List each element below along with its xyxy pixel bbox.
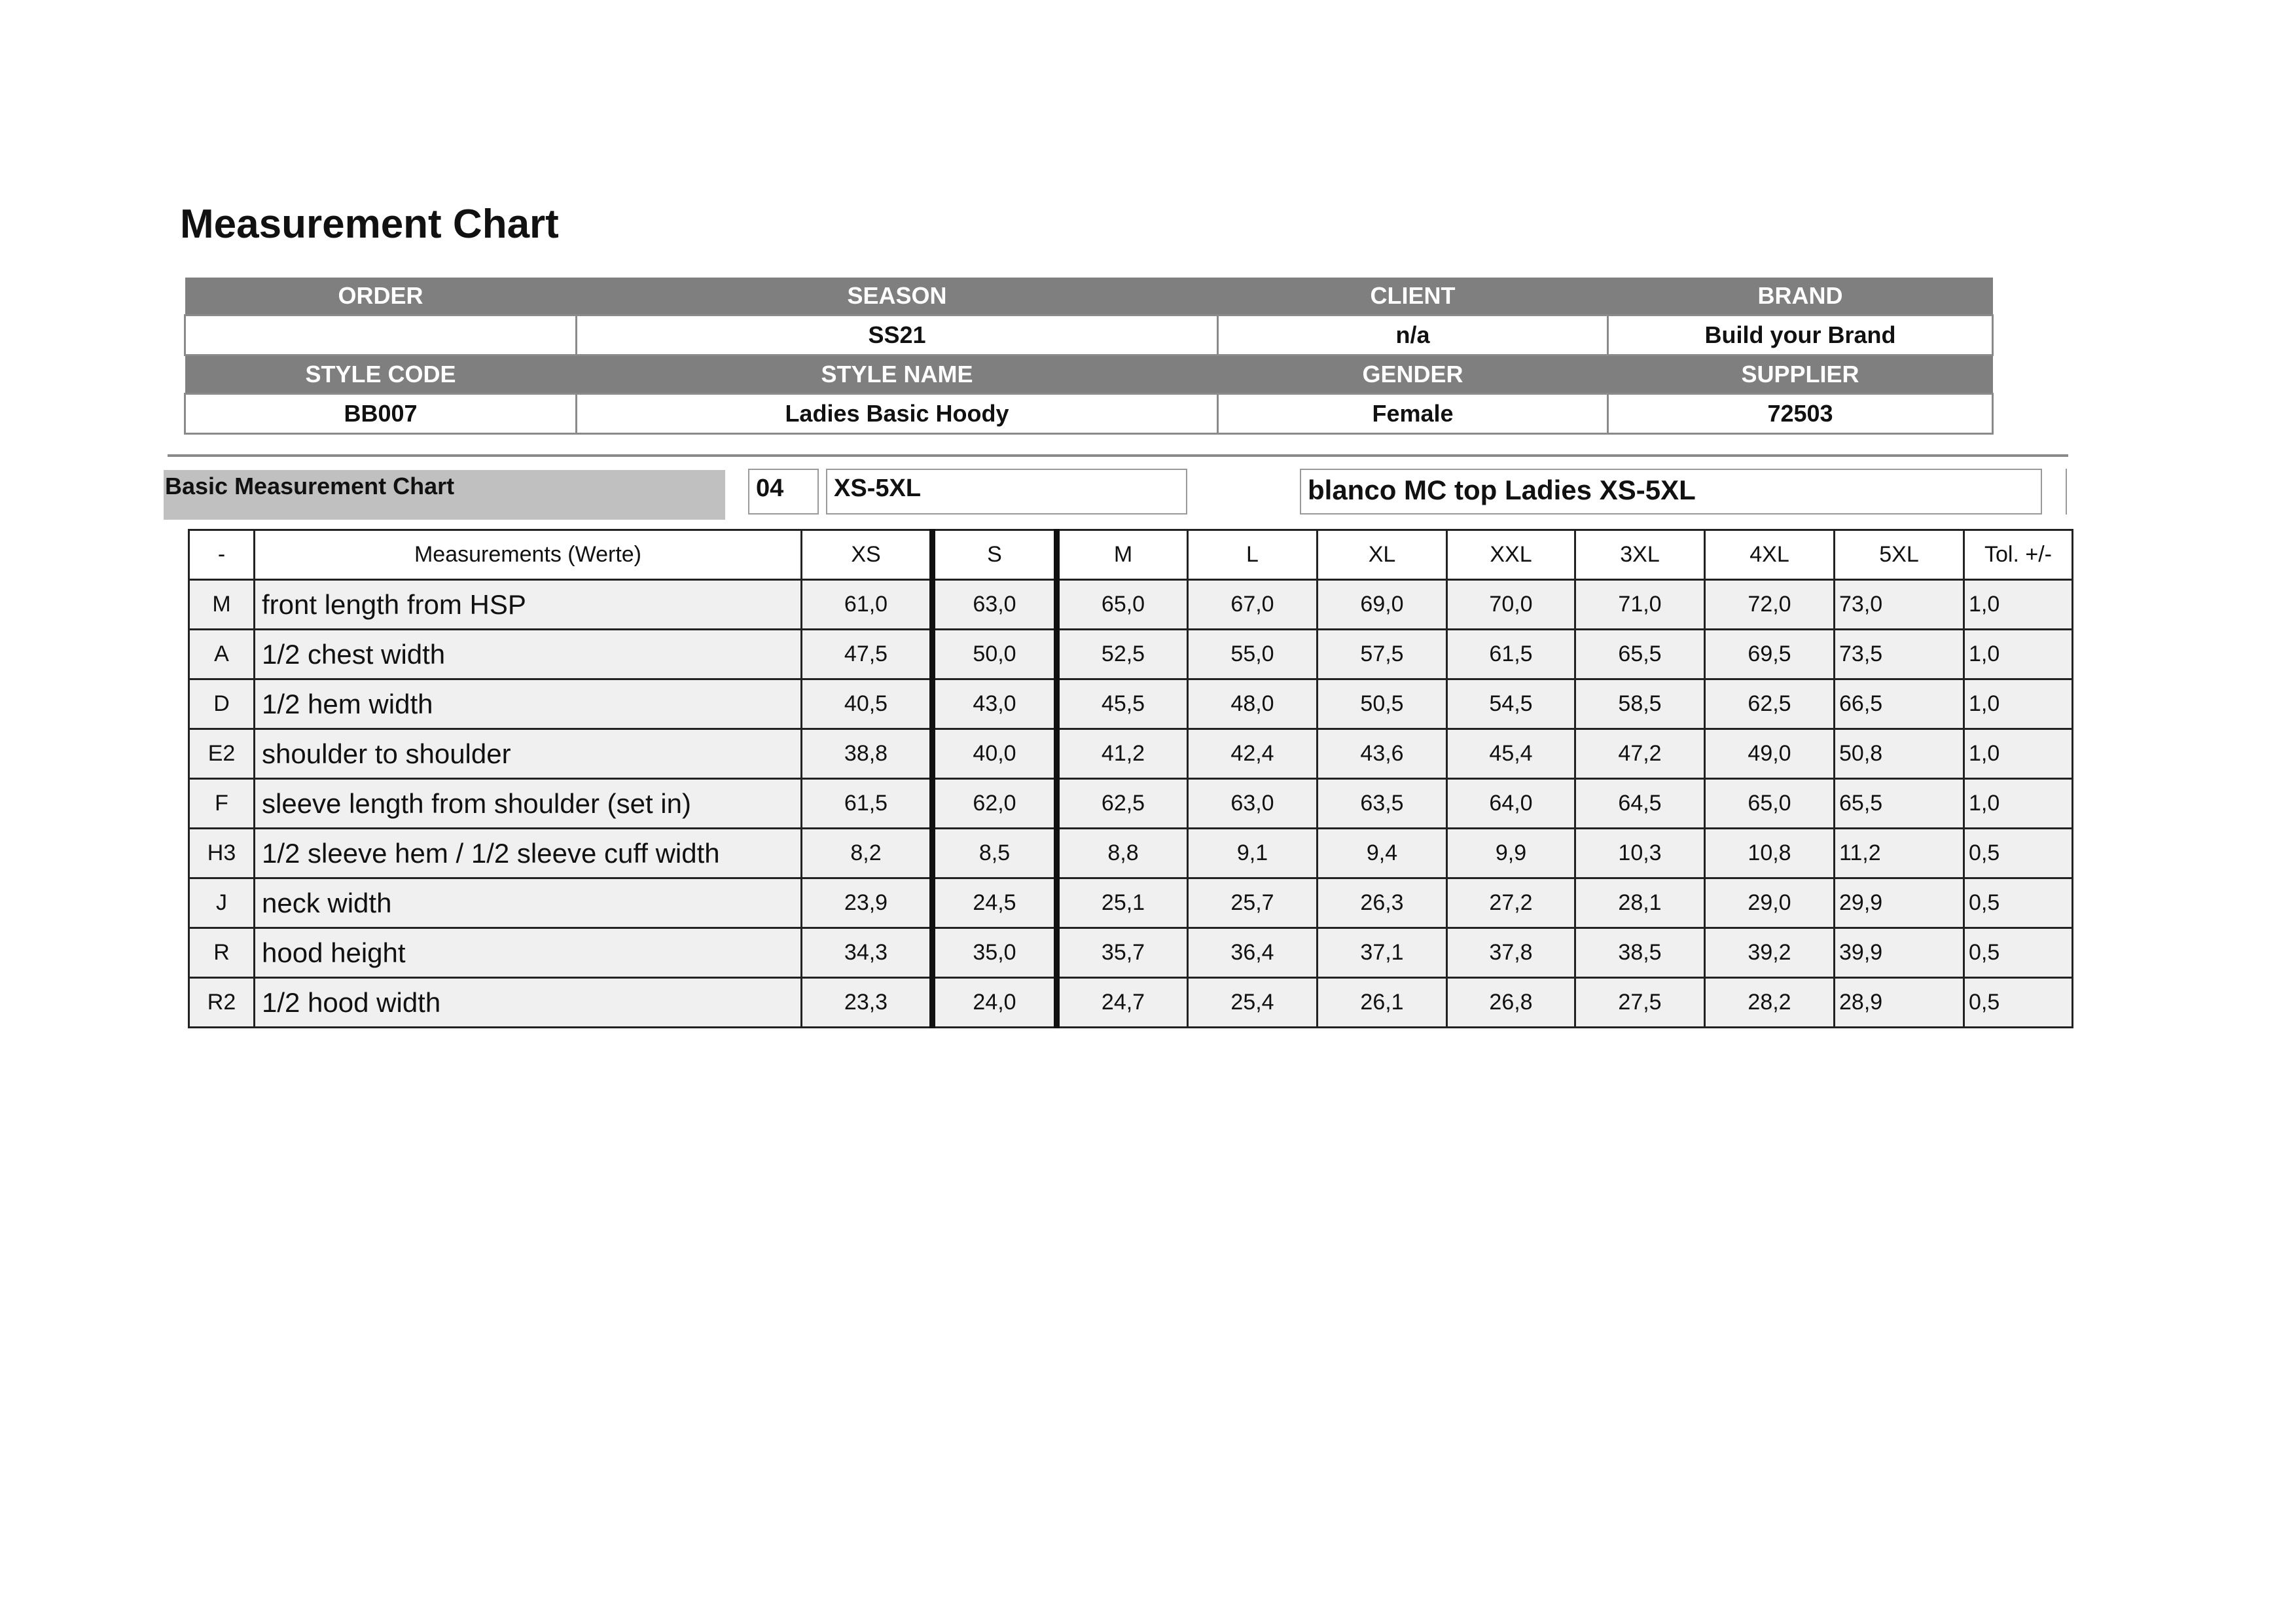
table-row [189, 630, 2073, 679]
season-value: SS21 [577, 316, 1218, 355]
row-value-cell: 45,5 [1057, 679, 1188, 729]
row-value-cell: 25,7 [1188, 878, 1318, 928]
row-measurement-name: neck width [255, 878, 802, 928]
table-row [189, 779, 2073, 829]
row-value-cell: 61,5 [1447, 630, 1575, 679]
row-value-cell: 50,0 [933, 630, 1057, 679]
row-value-cell: 65,5 [1835, 779, 1964, 829]
col-header-xl: XL [1318, 530, 1447, 580]
row-measurement-name: shoulder to shoulder [255, 729, 802, 779]
row-code: E2 [189, 729, 255, 779]
table-row [189, 679, 2073, 729]
row-value-cell: 57,5 [1318, 630, 1447, 679]
col-header-s: S [933, 530, 1057, 580]
col-header-m: M [1057, 530, 1188, 580]
row-value-cell: 38,8 [802, 729, 933, 779]
row-value-cell: 67,0 [1188, 580, 1318, 630]
chart-code-field: 04 [748, 469, 819, 514]
row-code: R2 [189, 978, 255, 1028]
row-value-cell: 64,5 [1575, 779, 1705, 829]
table-row [189, 928, 2073, 978]
row-value-cell: 54,5 [1447, 679, 1575, 729]
row-value-cell: 26,1 [1318, 978, 1447, 1028]
row-value-cell: 11,2 [1835, 829, 1964, 878]
row-value-cell: 9,1 [1188, 829, 1318, 878]
row-value-cell: 49,0 [1705, 729, 1835, 779]
brand-header: BRAND [1608, 278, 1993, 316]
table-row [189, 580, 2073, 630]
gender-value: Female [1218, 394, 1608, 434]
row-code: J [189, 878, 255, 928]
row-value-cell: 25,1 [1057, 878, 1188, 928]
table-row [189, 878, 2073, 928]
row-value-cell: 27,5 [1575, 978, 1705, 1028]
info-header-row-2 [185, 355, 1993, 394]
row-value-cell: 28,1 [1575, 878, 1705, 928]
row-tolerance: 0,5 [1964, 878, 2073, 928]
row-value-cell: 23,9 [802, 878, 933, 928]
row-tolerance: 1,0 [1964, 729, 2073, 779]
row-value-cell: 39,9 [1835, 928, 1964, 978]
row-value-cell: 64,0 [1447, 779, 1575, 829]
row-value-cell: 29,9 [1835, 878, 1964, 928]
row-value-cell: 52,5 [1057, 630, 1188, 679]
row-tolerance: 1,0 [1964, 630, 2073, 679]
row-value-cell: 8,5 [933, 829, 1057, 878]
row-value-cell: 35,0 [933, 928, 1057, 978]
row-value-cell: 58,5 [1575, 679, 1705, 729]
row-code: M [189, 580, 255, 630]
row-value-cell: 25,4 [1188, 978, 1318, 1028]
row-value-cell: 10,3 [1575, 829, 1705, 878]
row-value-cell: 65,0 [1057, 580, 1188, 630]
order-value [185, 316, 577, 355]
row-tolerance: 1,0 [1964, 779, 2073, 829]
field-edge-divider [2066, 469, 2067, 514]
row-value-cell: 37,1 [1318, 928, 1447, 978]
row-code: D [189, 679, 255, 729]
row-value-cell: 41,2 [1057, 729, 1188, 779]
row-value-cell: 62,5 [1705, 679, 1835, 729]
season-header: SEASON [577, 278, 1218, 316]
table-row [189, 978, 2073, 1028]
style-code-value: BB007 [185, 394, 577, 434]
row-measurement-name: front length from HSP [255, 580, 802, 630]
row-tolerance: 0,5 [1964, 928, 2073, 978]
row-value-cell: 24,5 [933, 878, 1057, 928]
style-name-header: STYLE NAME [577, 355, 1218, 394]
style-code-header: STYLE CODE [185, 355, 577, 394]
order-info-table [184, 278, 1994, 435]
table-row [189, 829, 2073, 878]
row-value-cell: 47,2 [1575, 729, 1705, 779]
row-value-cell: 62,5 [1057, 779, 1188, 829]
row-value-cell: 69,0 [1318, 580, 1447, 630]
col-header-5xl: 5XL [1835, 530, 1964, 580]
col-header-xxl: XXL [1447, 530, 1575, 580]
row-value-cell: 29,0 [1705, 878, 1835, 928]
row-measurement-name: sleeve length from shoulder (set in) [255, 779, 802, 829]
info-value-row-2 [185, 394, 1993, 434]
row-measurement-name: 1/2 sleeve hem / 1/2 sleeve cuff width [255, 829, 802, 878]
row-value-cell: 10,8 [1705, 829, 1835, 878]
row-value-cell: 45,4 [1447, 729, 1575, 779]
order-header: ORDER [185, 278, 577, 316]
row-value-cell: 69,5 [1705, 630, 1835, 679]
row-value-cell: 8,2 [802, 829, 933, 878]
row-value-cell: 28,9 [1835, 978, 1964, 1028]
row-code: R [189, 928, 255, 978]
col-header-l: L [1188, 530, 1318, 580]
row-value-cell: 39,2 [1705, 928, 1835, 978]
row-value-cell: 63,0 [933, 580, 1057, 630]
client-value: n/a [1218, 316, 1608, 355]
row-value-cell: 35,7 [1057, 928, 1188, 978]
row-value-cell: 70,0 [1447, 580, 1575, 630]
row-measurement-name: 1/2 chest width [255, 630, 802, 679]
row-value-cell: 50,5 [1318, 679, 1447, 729]
row-value-cell: 42,4 [1188, 729, 1318, 779]
row-value-cell: 61,0 [802, 580, 933, 630]
row-value-cell: 43,6 [1318, 729, 1447, 779]
table-row [189, 729, 2073, 779]
row-value-cell: 63,5 [1318, 779, 1447, 829]
col-header-tolerance: Tol. +/- [1964, 530, 2073, 580]
row-value-cell: 8,8 [1057, 829, 1188, 878]
row-measurement-name: 1/2 hood width [255, 978, 802, 1028]
row-value-cell: 65,0 [1705, 779, 1835, 829]
info-value-row-1 [185, 316, 1993, 355]
row-value-cell: 37,8 [1447, 928, 1575, 978]
brand-value: Build your Brand [1608, 316, 1993, 355]
row-value-cell: 34,3 [802, 928, 933, 978]
row-value-cell: 38,5 [1575, 928, 1705, 978]
row-tolerance: 0,5 [1964, 829, 2073, 878]
basic-chart-label: Basic Measurement Chart [164, 470, 725, 520]
row-value-cell: 40,5 [802, 679, 933, 729]
gender-header: GENDER [1218, 355, 1608, 394]
measurement-table [188, 529, 2073, 1028]
row-value-cell: 23,3 [802, 978, 933, 1028]
col-header-xs: XS [802, 530, 933, 580]
size-range-field: XS-5XL [826, 469, 1187, 514]
row-value-cell: 63,0 [1188, 779, 1318, 829]
row-value-cell: 55,0 [1188, 630, 1318, 679]
row-value-cell: 48,0 [1188, 679, 1318, 729]
row-value-cell: 40,0 [933, 729, 1057, 779]
row-value-cell: 36,4 [1188, 928, 1318, 978]
col-header-measurement: Measurements (Werte) [255, 530, 802, 580]
row-value-cell: 28,2 [1705, 978, 1835, 1028]
row-value-cell: 24,0 [933, 978, 1057, 1028]
supplier-value: 72503 [1608, 394, 1993, 434]
row-value-cell: 27,2 [1447, 878, 1575, 928]
row-tolerance: 1,0 [1964, 580, 2073, 630]
row-value-cell: 50,8 [1835, 729, 1964, 779]
row-value-cell: 71,0 [1575, 580, 1705, 630]
row-value-cell: 24,7 [1057, 978, 1188, 1028]
row-value-cell: 65,5 [1575, 630, 1705, 679]
section-divider [168, 454, 2068, 457]
supplier-header: SUPPLIER [1608, 355, 1993, 394]
row-measurement-name: 1/2 hem width [255, 679, 802, 729]
table-header-row [189, 530, 2073, 580]
info-header-row-1 [185, 278, 1993, 316]
row-value-cell: 73,5 [1835, 630, 1964, 679]
col-header-code: - [189, 530, 255, 580]
row-code: H3 [189, 829, 255, 878]
row-tolerance: 0,5 [1964, 978, 2073, 1028]
col-header-4xl: 4XL [1705, 530, 1835, 580]
row-value-cell: 26,3 [1318, 878, 1447, 928]
page-title: Measurement Chart [180, 202, 559, 247]
row-tolerance: 1,0 [1964, 679, 2073, 729]
row-value-cell: 61,5 [802, 779, 933, 829]
row-value-cell: 43,0 [933, 679, 1057, 729]
row-value-cell: 66,5 [1835, 679, 1964, 729]
chart-description-field: blanco MC top Ladies XS-5XL [1300, 469, 2042, 514]
style-name-value: Ladies Basic Hoody [577, 394, 1218, 434]
row-value-cell: 9,9 [1447, 829, 1575, 878]
row-measurement-name: hood height [255, 928, 802, 978]
row-value-cell: 62,0 [933, 779, 1057, 829]
row-value-cell: 73,0 [1835, 580, 1964, 630]
row-code: F [189, 779, 255, 829]
row-value-cell: 72,0 [1705, 580, 1835, 630]
row-value-cell: 26,8 [1447, 978, 1575, 1028]
row-code: A [189, 630, 255, 679]
row-value-cell: 47,5 [802, 630, 933, 679]
col-header-3xl: 3XL [1575, 530, 1705, 580]
row-value-cell: 9,4 [1318, 829, 1447, 878]
client-header: CLIENT [1218, 278, 1608, 316]
